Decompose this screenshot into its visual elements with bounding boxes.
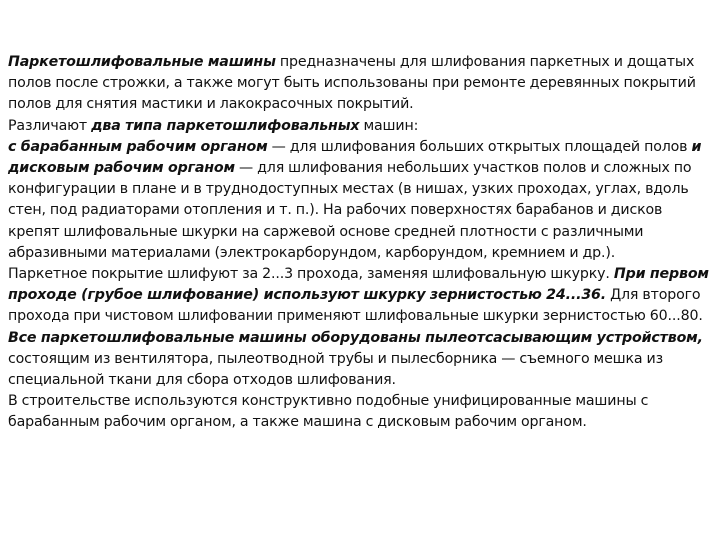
term-drum-organ: с барабанным рабочим органом <box>8 138 268 155</box>
paragraph-text: состоящим из вентилятора, пылеотводной трубы и пылесборника — съемного мешка из специальной ткани для сбора отходов шлифования. <box>8 350 663 389</box>
paragraph-definition <box>8 52 710 116</box>
paragraph-text: В строительстве используются конструктивно подобные унифицированные машины с барабанным рабочим органом, а также машина с дисковым рабочим органом. <box>8 393 649 431</box>
paragraph-passes <box>8 264 710 391</box>
paragraph-text: Для второго прохода при чистовом шлифовании применяют шлифовальные шкурки зернистостью 60...80. <box>8 287 703 325</box>
paragraph-drum-disc <box>8 137 710 264</box>
paragraph-text: — для шлифования больших открытых площадей полов <box>267 138 692 155</box>
paragraph-text: предназначены для шлифования паркетных и дощатых полов после строжки, а также могут быть использованы при ремонте деревянных покрытий полов для снятия мастики и лакокрасочных покрытий. <box>8 54 696 113</box>
text-body <box>8 52 710 434</box>
term-disc-organ: и дисковым рабочим органом <box>8 138 702 177</box>
paragraph-types <box>8 116 710 137</box>
paragraph-text: машин: <box>359 117 419 134</box>
term-first-pass: При первом проходе (грубое шлифование) используют шкурку зернистостью 24...36. <box>8 266 709 304</box>
paragraph-text: Паркетное покрытие шлифуют за 2...3 прохода, заменяя шлифовальную шкурку. <box>8 266 614 283</box>
paragraph-text: — для шлифования небольших участков полов и сложных по конфигурации в плане и в труднодоступных местах (в нишах, узких проходах, углах, вдоль стен, под радиаторами отопления и т. п.). На рабочих поверхностях барабанов и дисков крепят шлифовальные шкурки на саржевой основе средней плотности с различными абразивными материалами (электрокарборундом, карборундом, кремнием и др.). <box>8 160 692 261</box>
term-parquet-machines: Паркетошлифовальные машины <box>8 54 276 70</box>
paragraph-construction <box>8 391 710 433</box>
term-dust-extraction: Все паркетошлифовальные машины оборудованы пылеотсасывающим устройством, <box>8 329 703 346</box>
paragraph-text: Различают <box>8 117 92 134</box>
term-two-types: два типа паркетошлифовальных <box>91 117 360 134</box>
